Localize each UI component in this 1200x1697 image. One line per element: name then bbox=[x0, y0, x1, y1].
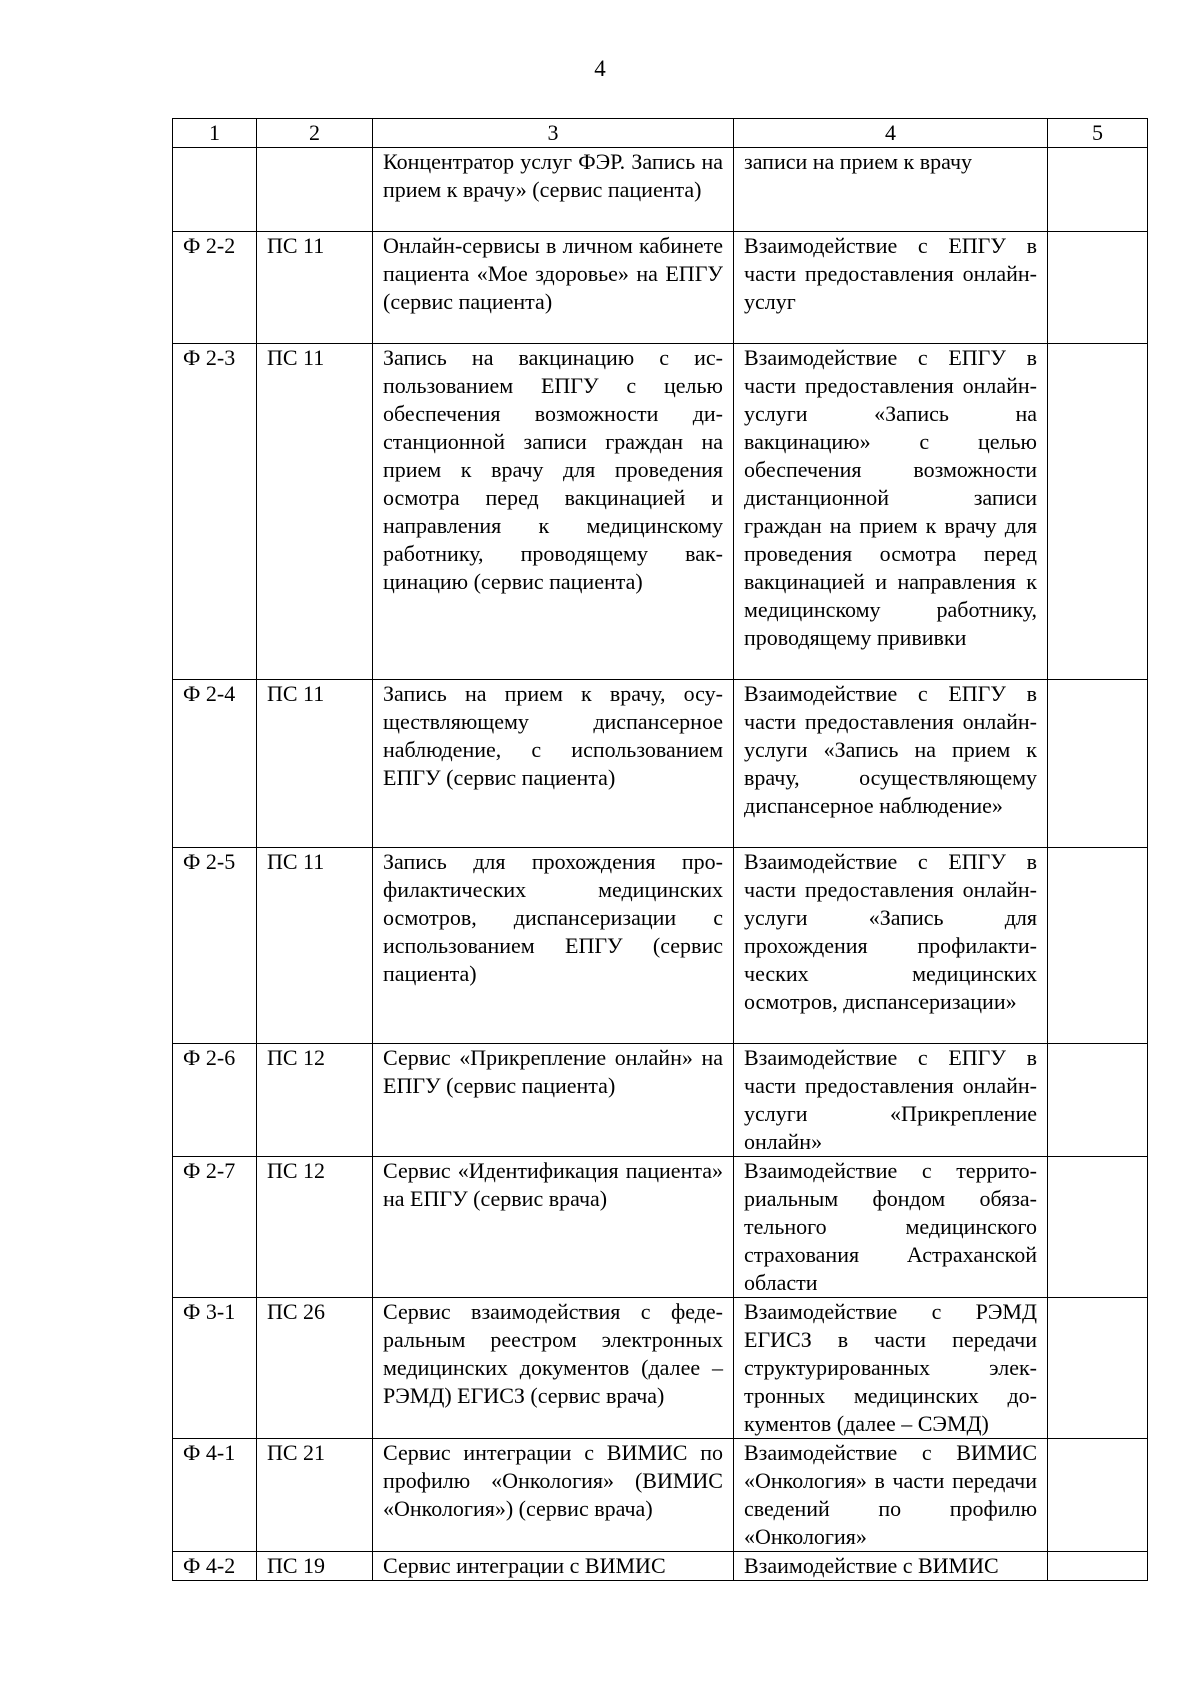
function-code: Ф 2-2 bbox=[173, 232, 257, 344]
note-cell bbox=[1048, 344, 1148, 680]
note-cell bbox=[1048, 680, 1148, 848]
table-row bbox=[173, 1298, 1148, 1439]
function-code: Ф 2-7 bbox=[173, 1157, 257, 1298]
service-description: Запись на прием к врачу, осуществляющему диспансерное наблюдение, с использованием ЕПГУ (сервис пациента) bbox=[373, 680, 734, 848]
table-row bbox=[173, 680, 1148, 848]
table-row bbox=[173, 232, 1148, 344]
integration-description: Взаимодействие с территориальным фондом обязательного медицинского страхования Астраханской области bbox=[734, 1157, 1048, 1298]
subsystem-code: ПС 19 bbox=[257, 1552, 373, 1581]
service-description: Сервис взаимодействия с федеральным реестром электронных медицинских документов (далее – РЭМД) ЕГИСЗ (сервис врача) bbox=[373, 1298, 734, 1439]
table-row bbox=[173, 148, 1148, 232]
header-col-2: 2 bbox=[257, 119, 373, 148]
function-code: Ф 2-6 bbox=[173, 1044, 257, 1157]
function-code: Ф 4-1 bbox=[173, 1439, 257, 1552]
service-description: Сервис интеграции с ВИМИС по профилю «Онкология» (ВИМИС «Онкология») (сервис врача) bbox=[373, 1439, 734, 1552]
note-cell bbox=[1048, 1044, 1148, 1157]
integration-description: Взаимодействие с РЭМД ЕГИСЗ в части передачи структурированных электронных медицинских документов (далее – СЭМД) bbox=[734, 1298, 1048, 1439]
integration-description: записи на прием к врачу bbox=[734, 148, 1048, 232]
note-cell bbox=[1048, 232, 1148, 344]
function-code: Ф 2-5 bbox=[173, 848, 257, 1044]
integration-description: Взаимодействие с ЕПГУ в части предоставления онлайн-услуги «Запись на вакцинацию» с целью обеспечения возможности дистанционной записи граждан на прием к врачу для проведения осмотра перед вакцинацией и направления к медицинскому работнику, проводящему прививки bbox=[734, 344, 1048, 680]
table-header-row bbox=[173, 119, 1148, 148]
function-code bbox=[173, 148, 257, 232]
note-cell bbox=[1048, 148, 1148, 232]
subsystem-code: ПС 21 bbox=[257, 1439, 373, 1552]
integration-description: Взаимодействие с ЕПГУ в части предоставления онлайн-услуги «Запись для прохождения профилактических медицинских осмотров, диспансеризации» bbox=[734, 848, 1048, 1044]
note-cell bbox=[1048, 1552, 1148, 1581]
service-description: Онлайн-сервисы в личном кабинете пациента «Мое здоровье» на ЕПГУ (сервис пациента) bbox=[373, 232, 734, 344]
table-row bbox=[173, 1552, 1148, 1581]
header-col-1: 1 bbox=[173, 119, 257, 148]
services-table bbox=[172, 118, 1148, 1581]
service-description: Запись для прохождения профилактических медицинских осмотров, диспансеризации с использованием ЕПГУ (сервис пациента) bbox=[373, 848, 734, 1044]
header-col-5: 5 bbox=[1048, 119, 1148, 148]
note-cell bbox=[1048, 1439, 1148, 1552]
subsystem-code bbox=[257, 148, 373, 232]
table-row bbox=[173, 1157, 1148, 1298]
function-code: Ф 3-1 bbox=[173, 1298, 257, 1439]
header-col-3: 3 bbox=[373, 119, 734, 148]
integration-description: Взаимодействие с ВИМИС «Онкология» в части передачи сведений по профилю «Онкология» bbox=[734, 1439, 1048, 1552]
service-description: Сервис интеграции с ВИМИС bbox=[373, 1552, 734, 1581]
service-description: Концентратор услуг ФЭР. Запись на прием к врачу» (сервис пациента) bbox=[373, 148, 734, 232]
service-description: Сервис «Идентификация пациента» на ЕПГУ (сервис врача) bbox=[373, 1157, 734, 1298]
page-number: 4 bbox=[594, 56, 606, 81]
function-code: Ф 2-3 bbox=[173, 344, 257, 680]
note-cell bbox=[1048, 1298, 1148, 1439]
function-code: Ф 2-4 bbox=[173, 680, 257, 848]
subsystem-code: ПС 11 bbox=[257, 344, 373, 680]
subsystem-code: ПС 11 bbox=[257, 848, 373, 1044]
subsystem-code: ПС 11 bbox=[257, 680, 373, 848]
subsystem-code: ПС 12 bbox=[257, 1044, 373, 1157]
integration-description: Взаимодействие с ЕПГУ в части предоставления онлайн-услуг bbox=[734, 232, 1048, 344]
header-col-4: 4 bbox=[734, 119, 1048, 148]
note-cell bbox=[1048, 1157, 1148, 1298]
function-code: Ф 4-2 bbox=[173, 1552, 257, 1581]
integration-description: Взаимодействие с ЕПГУ в части предоставления онлайн-услуги «Прикрепление онлайн» bbox=[734, 1044, 1048, 1157]
subsystem-code: ПС 11 bbox=[257, 232, 373, 344]
subsystem-code: ПС 26 bbox=[257, 1298, 373, 1439]
table-row bbox=[173, 344, 1148, 680]
table-row bbox=[173, 1044, 1148, 1157]
integration-description: Взаимодействие с ВИМИС bbox=[734, 1552, 1048, 1581]
integration-description: Взаимодействие с ЕПГУ в части предоставления онлайн-услуги «Запись на прием к врачу, осуществляющему диспансерное наблюдение» bbox=[734, 680, 1048, 848]
table-row bbox=[173, 848, 1148, 1044]
subsystem-code: ПС 12 bbox=[257, 1157, 373, 1298]
service-description: Запись на вакцинацию с использованием ЕПГУ с целью обеспечения возможности дистанционной записи граждан на прием к врачу для проведения осмотра перед вакцинацией и направления к медицинскому работнику, проводящему вакцинацию (сервис пациента) bbox=[373, 344, 734, 680]
service-description: Сервис «Прикрепление онлайн» на ЕПГУ (сервис пациента) bbox=[373, 1044, 734, 1157]
table-row bbox=[173, 1439, 1148, 1552]
note-cell bbox=[1048, 848, 1148, 1044]
